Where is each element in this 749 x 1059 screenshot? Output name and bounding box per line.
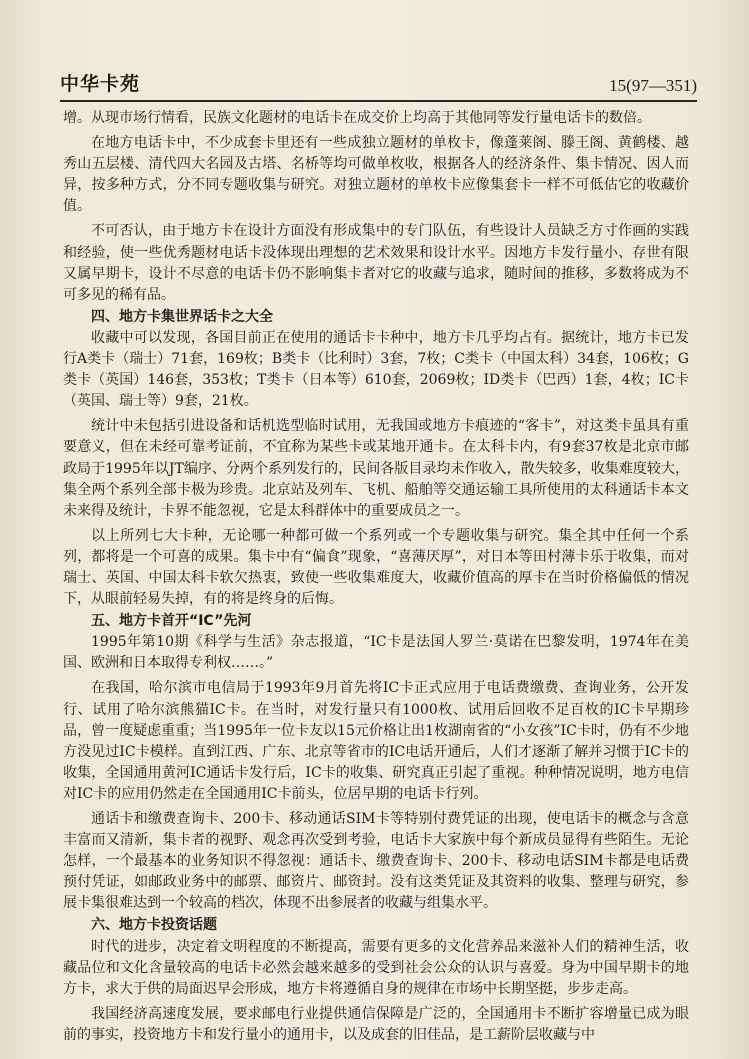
paragraph: 统计中未包括引进设备和话机选型临时试用，无我国或地方卡痕迹的“客卡”，对这类卡虽具有重要意义，但在未经可靠考证前，不宜称为某些卡或某地开通卡。在太科卡内，有9套37枚是北京市邮政局于1995年以JT编序、分两个系列发行的，民间各版目录均未作收入，散失较多，收集难度较大，集全两个系列全部卡极为珍贵。北京站及列车、飞机、船舶等交通运输工具所使用的太科通话卡本文未来得及统计，卡界不能忽视，它是太科群体中的重要成员之一。 xyxy=(63,418,689,519)
header-rule xyxy=(60,100,697,102)
paragraph: 时代的进步，决定着文明程度的不断提高，需要有更多的文化营养品来滋补人们的精神生活，收藏品位和文化含量较高的电话卡必然会越来越多的受到社会公众的认识与喜爱。身为中国早期卡的地方卡，求大于供的局面迟早会形成，地方卡将遵循自身的规律在市场中长期坚挺，步步走高。 xyxy=(63,938,689,997)
section-heading: 六、地方卡投资话题 xyxy=(91,917,217,934)
paragraph: 1995年第10期《科学与生活》杂志报道，“IC卡是法国人罗兰·莫诺在巴黎发明，1974年在美国、欧洲和日本取得专利权……。” xyxy=(63,634,689,672)
paragraph: 增。从现市场行情看，民族文化题材的电话卡在成交价上均高于其他同等发行量电话卡的数倍。 xyxy=(63,110,651,126)
paragraph: 在地方电话卡中，不少成套卡里还有一些成独立题材的单枚卡，像蓬莱阁、滕王阁、黄鹤楼、越秀山五层楼、清代四大名园及古塔、名桥等均可做单枚收，根据各人的经济条件、集卡情况、因人而异，按多种方式，分不同专题收集与研究。对独立题材的单枚卡应像集套卡一样不可低估它的收藏价值。 xyxy=(63,135,689,215)
journal-title: 中华卡苑 xyxy=(60,73,141,95)
section-heading: 四、地方卡集世界话卡之大全 xyxy=(91,308,273,325)
paragraph: 在我国，哈尔滨市电信局于1993年9月首先将IC卡正式应用于电话费缴费、查询业务，公开发行、试用了哈尔滨熊猫IC卡。在当时，对发行量只有1000枚、试用后回收不足百枚的IC卡早期珍品，曾一度疑虑重重；当1995年一位卡友以15元价格让出1枚湖南省的“小女孩”IC卡时，仍有不少地方没见过IC卡模样。直到江西、广东、北京等省市的IC电话开通后，人们才逐渐了解并习惯于IC卡的收集，全国通用黄河IC通话卡发行后，IC卡的收集、研究真正引起了重视。种种情况说明，地方电信对IC卡的应用仍然走在全国通用IC卡前头，位居早期的电话卡行列。 xyxy=(63,680,689,802)
paragraph: 收藏中可以发现，各国目前正在使用的通话卡卡种中，地方卡几乎均占有。据统计，地方卡已发行A类卡（瑞士）71套，169枚；B类卡（比利时）3套，7枚；C类卡（中国太科）34套，106枚；G类卡（英国）146套，353枚；T类卡（日本等）610套，2069枚；ID类卡（巴西）1套，4枚；IC卡（英国、瑞士等）9套，21枚。 xyxy=(63,329,689,410)
page-number: 15(97—351) xyxy=(609,76,697,95)
paragraph: 以上所列七大卡种，无论哪一种都可做一个系列或一个专题收集与研究。集全其中任何一个系列，都将是一个可喜的成果。集卡中有“偏食”现象，“喜薄厌厚”，对日本等田村薄卡乐于收集，而对瑞士、英国、中国太科卡软欠热衷，致使一些收集难度大，收藏价值高的厚卡在当时价格偏低的情况下，从眼前轻易失掉，有的将是终身的后悔。 xyxy=(63,527,689,608)
paragraph: 不可否认，由于地方卡在设计方面没有形成集中的专门队伍，有些设计人员缺乏方寸作画的实践和经验，使一些优秀题材电话卡没体现出理想的艺术效果和设计水平。因地方卡发行量小、存世有限又属早期卡，设计不尽意的电话卡仍不影响集卡者对它的收藏与追求，随时间的推移，多数将成为不可多见的稀有品。 xyxy=(63,223,689,303)
paragraph: 我国经济高速度发展，要求邮电行业提供通信保障是广泛的，全国通用卡不断扩容增量已成为眼前的事实，投资地方卡和发行量小的通用卡，以及成套的旧佳品，是工薪阶层收藏与中 xyxy=(63,1005,689,1043)
paragraph: 通话卡和缴费查询卡、200卡、移动通话SIM卡等特别付费凭证的出现，使电话卡的概念与含意丰富而又清新，集卡者的视野、观念再次受到考验，电话卡大家族中每个新成员显得有些陌生。无论怎样，一个最基本的业务知识不得忽视：通话卡、缴费查询卡、200卡、移动电话SIM卡都是电话费预付凭证，如邮政业务中的邮票、邮资片、邮资封。没有这类凭证及其资料的收集、整理与研究，参展卡集很难达到一个较高的档次，体现不出参展者的收藏与组集水平。 xyxy=(63,811,689,912)
running-header xyxy=(60,68,697,96)
section-heading: 五、地方卡首开“IC”先河 xyxy=(91,613,252,630)
article-body xyxy=(63,108,689,1046)
